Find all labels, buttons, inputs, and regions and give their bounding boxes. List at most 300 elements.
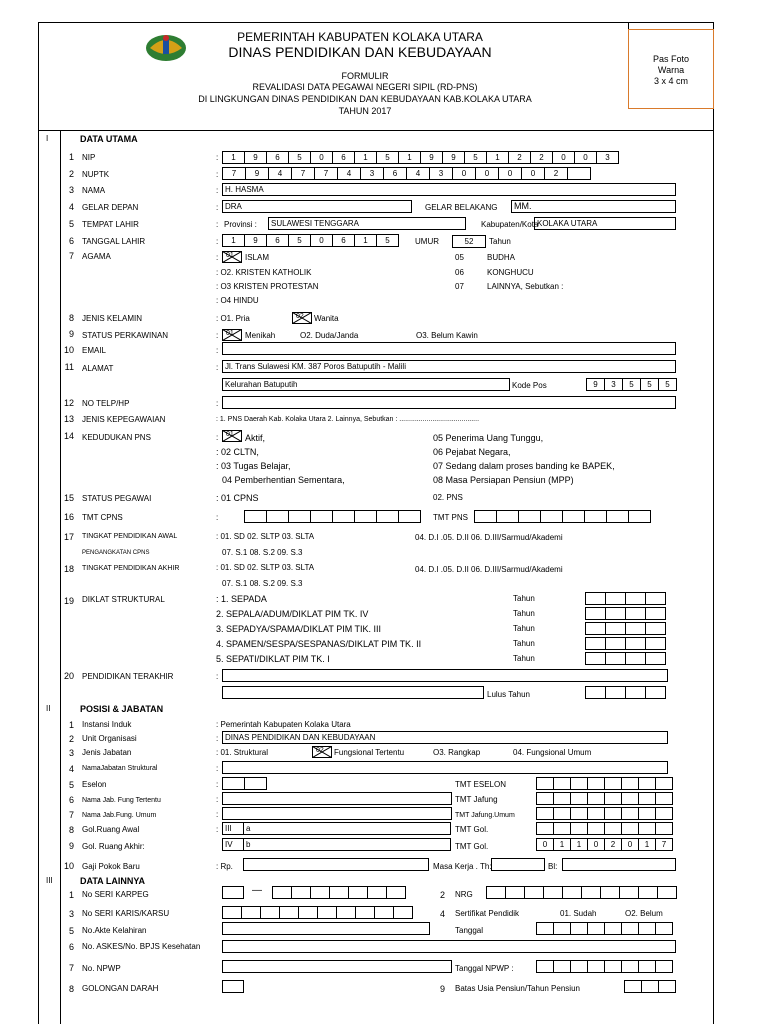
- pendidikan-field[interactable]: [222, 669, 668, 682]
- masa-kerja-th-field[interactable]: [491, 858, 545, 871]
- jab-option[interactable]: 04. Fungsional Umum: [513, 748, 592, 757]
- tmt-jafung-field[interactable]: [536, 792, 673, 805]
- digit-cell[interactable]: [587, 792, 605, 805]
- gol-akhir-label: Gol. Ruang Akhir:: [82, 842, 145, 851]
- jk-wanita-checkbox[interactable]: [292, 312, 312, 324]
- digit-cell[interactable]: 3: [360, 167, 384, 180]
- nama-field[interactable]: H. HASMA: [222, 183, 676, 196]
- digit-cell[interactable]: [486, 886, 506, 899]
- digit-cell[interactable]: 9: [442, 151, 465, 164]
- digit-cell[interactable]: [625, 592, 646, 605]
- edu-options[interactable]: 07. S.1 08. S.2 09. S.3: [222, 579, 303, 588]
- digit-cell[interactable]: [604, 807, 622, 820]
- alamat-field[interactable]: Jl. Trans Sulawesi KM. 387 Poros Batuputih - Malili: [222, 360, 676, 373]
- diklat-year-field[interactable]: [585, 622, 666, 635]
- digit-cell[interactable]: [621, 807, 639, 820]
- diklat-option[interactable]: 4. SPAMEN/SESPA/SESPANAS/DIKLAT PIM TK. II: [216, 639, 422, 649]
- gelar-belakang-label: GELAR BELAKANG: [425, 203, 498, 212]
- digit-cell[interactable]: 6: [266, 234, 289, 247]
- digit-cell[interactable]: [310, 886, 330, 899]
- digit-cell[interactable]: [222, 777, 245, 790]
- nama-jab-umum-field[interactable]: [222, 807, 452, 820]
- digit-cell[interactable]: 0: [498, 167, 522, 180]
- digit-cell[interactable]: [570, 960, 588, 973]
- nama-jab-fung-label: Nama Jab. Fung Tertentu: [82, 797, 161, 804]
- digit-cell[interactable]: 4: [268, 167, 292, 180]
- digit-cell[interactable]: [621, 777, 639, 790]
- nrg-field[interactable]: [486, 886, 677, 899]
- digit-cell[interactable]: 0: [536, 838, 554, 851]
- digit-cell[interactable]: 0: [310, 151, 333, 164]
- row-number: 6: [68, 236, 74, 246]
- kedudukan-option[interactable]: : 02 CLTN,: [216, 447, 259, 457]
- digit-cell[interactable]: [393, 906, 413, 919]
- digit-cell[interactable]: [619, 886, 639, 899]
- digit-cell[interactable]: [329, 886, 349, 899]
- digit-cell[interactable]: 6: [266, 151, 289, 164]
- digit-cell[interactable]: 3: [604, 378, 623, 391]
- digit-cell[interactable]: [298, 906, 318, 919]
- section-title: DATA UTAMA: [80, 134, 138, 144]
- umur-field[interactable]: 52: [452, 235, 486, 248]
- digit-cell[interactable]: [288, 510, 311, 523]
- digit-cell[interactable]: [585, 652, 606, 665]
- digit-cell[interactable]: [621, 960, 639, 973]
- digit-cell[interactable]: 2: [544, 167, 568, 180]
- jenis-kep-options[interactable]: : 1. PNS Daerah Kab. Kolaka Utara 2. Lainnya, Sebutkan : .........................................: [216, 416, 480, 423]
- digit-cell[interactable]: [641, 980, 659, 993]
- row-number: 12: [63, 398, 74, 408]
- digit-cell[interactable]: [604, 792, 622, 805]
- digit-cell[interactable]: [638, 777, 656, 790]
- gol-awal-field[interactable]: III: [222, 822, 244, 835]
- digit-cell[interactable]: [587, 922, 605, 935]
- tpa-sublabel: PENGANGKATAN CPNS: [82, 550, 150, 556]
- digit-cell[interactable]: [645, 607, 666, 620]
- digit-cell[interactable]: 5: [288, 234, 311, 247]
- edu-options[interactable]: : 01. SD 02. SLTP 03. SLTA: [216, 563, 315, 572]
- agama-option[interactable]: : O3 KRISTEN PROTESTAN: [216, 282, 319, 291]
- digit-cell[interactable]: 9: [244, 151, 267, 164]
- digit-cell[interactable]: [605, 652, 626, 665]
- digit-cell[interactable]: [355, 906, 375, 919]
- digit-cell[interactable]: [621, 922, 639, 935]
- diklat-option[interactable]: 2. SEPALA/ADUM/DIKLAT PIM TK. IV: [216, 609, 369, 619]
- gaji-field[interactable]: [243, 858, 429, 871]
- kedudukan-option[interactable]: 06 Pejabat Negara,: [433, 447, 511, 457]
- digit-cell[interactable]: 7: [222, 167, 246, 180]
- tmt-gol-akhir-field[interactable]: [536, 838, 673, 851]
- diklat-year-field[interactable]: [585, 592, 666, 605]
- diklat-option[interactable]: 5. SEPATI/DIKLAT PIM TK. I: [216, 654, 330, 664]
- agama-option[interactable]: LAINNYA, Sebutkan :: [487, 282, 564, 291]
- digit-cell[interactable]: [625, 637, 646, 650]
- jk-option[interactable]: : O1. Pria: [216, 314, 250, 323]
- digit-cell[interactable]: [604, 822, 622, 835]
- jab-fungsional-checkbox[interactable]: [312, 746, 332, 758]
- digit-cell[interactable]: [638, 886, 658, 899]
- digit-cell[interactable]: [655, 807, 673, 820]
- digit-cell[interactable]: 1: [570, 838, 588, 851]
- digit-cell[interactable]: [585, 637, 606, 650]
- digit-cell[interactable]: 0: [310, 234, 333, 247]
- digit-cell[interactable]: [658, 980, 676, 993]
- row-number: 2: [439, 890, 445, 900]
- digit-cell[interactable]: 6: [332, 151, 355, 164]
- telp-label: NO TELP/HP: [82, 399, 130, 408]
- option-code: 01: [226, 431, 234, 438]
- gol-akhir-ruang-field[interactable]: b: [243, 838, 451, 851]
- digit-cell[interactable]: [310, 510, 333, 523]
- kedudukan-option[interactable]: 04 Pemberhentian Sementara,: [222, 475, 345, 485]
- digit-cell[interactable]: [604, 922, 622, 935]
- digit-cell[interactable]: [638, 960, 656, 973]
- digit-cell[interactable]: 0: [452, 167, 476, 180]
- digit-cell[interactable]: [536, 960, 554, 973]
- digit-cell[interactable]: 5: [464, 151, 487, 164]
- digit-cell[interactable]: 0: [521, 167, 545, 180]
- diklat-year-field[interactable]: [585, 652, 666, 665]
- digit-cell[interactable]: 0: [621, 838, 639, 851]
- gol-akhir-field[interactable]: IV: [222, 838, 244, 851]
- digit-cell[interactable]: [625, 607, 646, 620]
- tgl-lahir-label: TANGGAL LAHIR: [82, 237, 146, 246]
- digit-cell[interactable]: 5: [376, 151, 399, 164]
- digit-cell[interactable]: [543, 886, 563, 899]
- jab-option[interactable]: : 01. Struktural: [216, 748, 269, 757]
- digit-cell[interactable]: [562, 886, 582, 899]
- digit-cell[interactable]: [585, 622, 606, 635]
- digit-cell[interactable]: [376, 510, 399, 523]
- sp-menikah-checkbox[interactable]: [222, 329, 242, 341]
- digit-cell[interactable]: [655, 822, 673, 835]
- digit-cell[interactable]: [266, 510, 289, 523]
- agama-option[interactable]: : O2. KRISTEN KATHOLIK: [216, 268, 312, 277]
- digit-cell[interactable]: [222, 906, 242, 919]
- digit-cell[interactable]: [536, 922, 554, 935]
- digit-cell[interactable]: 1: [486, 151, 509, 164]
- telp-field[interactable]: [222, 396, 676, 409]
- colon: :: [216, 170, 219, 179]
- digit-cell[interactable]: [570, 822, 588, 835]
- digit-cell[interactable]: 4: [337, 167, 361, 180]
- digit-cell[interactable]: [655, 777, 673, 790]
- option-text: O4 HINDU: [220, 296, 259, 305]
- pendidikan-field-2[interactable]: [222, 686, 484, 699]
- colon: :: [216, 253, 219, 262]
- tmt-jafung-umum-field[interactable]: [536, 807, 673, 820]
- digit-cell[interactable]: 1: [638, 838, 656, 851]
- digit-cell[interactable]: [621, 822, 639, 835]
- eselon-field[interactable]: [222, 777, 267, 790]
- digit-cell[interactable]: [625, 686, 646, 699]
- divider: [628, 22, 629, 29]
- digit-cell[interactable]: [540, 510, 563, 523]
- gelar-belakang-field[interactable]: MM.: [511, 200, 676, 213]
- sertifikat-option[interactable]: 01. Sudah: [560, 909, 597, 918]
- digit-cell[interactable]: 7: [655, 838, 673, 851]
- tanggal-npwp-field[interactable]: [536, 960, 673, 973]
- provinsi-field[interactable]: SULAWESI TENGGARA: [268, 217, 466, 230]
- digit-cell[interactable]: 3: [429, 167, 453, 180]
- digit-cell[interactable]: [570, 922, 588, 935]
- tanggal-akte-field[interactable]: [536, 922, 673, 935]
- digit-cell[interactable]: [605, 686, 626, 699]
- nama-jab-struk-field[interactable]: [222, 761, 668, 774]
- agama-option[interactable]: : O4 HINDU: [216, 296, 259, 305]
- digit-cell[interactable]: 1: [553, 838, 571, 851]
- digit-cell[interactable]: [567, 167, 591, 180]
- digit-cell[interactable]: 1: [398, 151, 421, 164]
- digit-cell[interactable]: 0: [574, 151, 597, 164]
- digit-cell[interactable]: [587, 822, 605, 835]
- digit-cell[interactable]: [474, 510, 497, 523]
- diklat-option[interactable]: : 1. SEPADA: [216, 594, 267, 604]
- digit-cell[interactable]: [279, 906, 299, 919]
- diklat-option[interactable]: 3. SEPADYA/SPAMA/DIKLAT PIM TIK. III: [216, 624, 382, 634]
- agama-islam-checkbox[interactable]: [222, 251, 242, 263]
- digit-cell[interactable]: [553, 777, 571, 790]
- digit-cell[interactable]: 5: [658, 378, 677, 391]
- digit-cell[interactable]: [624, 980, 642, 993]
- digit-cell[interactable]: 3: [596, 151, 619, 164]
- kedudukan-option[interactable]: 07 Sedang dalam proses banding ke BAPEK,: [433, 461, 615, 471]
- digit-cell[interactable]: [354, 510, 377, 523]
- digit-cell[interactable]: 5: [288, 151, 311, 164]
- digit-cell[interactable]: [638, 792, 656, 805]
- tmt-pns-field[interactable]: [474, 510, 651, 523]
- digit-cell[interactable]: [536, 777, 554, 790]
- edu-options[interactable]: : 01. SD 02. SLTP 03. SLTA: [216, 532, 315, 541]
- karis-label: No SERI KARIS/KARSU: [82, 909, 170, 918]
- batas-field[interactable]: [624, 980, 676, 993]
- digit-cell[interactable]: 5: [622, 378, 641, 391]
- digit-cell[interactable]: [374, 906, 394, 919]
- digit-cell[interactable]: [638, 822, 656, 835]
- sp-option[interactable]: O3. Belum Kawin: [416, 331, 478, 340]
- akte-field[interactable]: [222, 922, 430, 935]
- digit-cell[interactable]: [570, 807, 588, 820]
- npwp-field[interactable]: [222, 960, 452, 973]
- gol-awal-ruang-field[interactable]: a: [243, 822, 451, 835]
- tmt-gol-awal-field[interactable]: [536, 822, 673, 835]
- digit-cell[interactable]: 0: [587, 838, 605, 851]
- digit-cell[interactable]: [386, 886, 406, 899]
- digit-cell[interactable]: [625, 622, 646, 635]
- kodepos-field[interactable]: [586, 378, 677, 391]
- digit-cell[interactable]: [348, 886, 368, 899]
- digit-cell[interactable]: [241, 906, 261, 919]
- askes-field[interactable]: [222, 940, 676, 953]
- digit-cell[interactable]: [628, 510, 651, 523]
- colon: :: [216, 331, 219, 340]
- digit-cell[interactable]: [585, 607, 606, 620]
- diklat-year-field[interactable]: [585, 607, 666, 620]
- gaji-label: Gaji Pokok Baru: [82, 862, 140, 871]
- kabupaten-field[interactable]: KOLAKA UTARA: [534, 217, 676, 230]
- section-title: DATA LAINNYA: [80, 876, 145, 886]
- kedudukan-option[interactable]: 05 Penerima Uang Tunggu,: [433, 433, 544, 443]
- kabupaten-label: Kabupaten/Kota: [481, 220, 539, 229]
- digit-cell[interactable]: 4: [406, 167, 430, 180]
- row-number: 10: [63, 861, 74, 871]
- edu-options[interactable]: 07. S.1 08. S.2 09. S.3: [222, 548, 303, 557]
- digit-cell[interactable]: [553, 807, 571, 820]
- digit-cell[interactable]: [536, 822, 554, 835]
- karpeg-field-1[interactable]: [222, 886, 244, 899]
- digit-cell[interactable]: [604, 960, 622, 973]
- status-option[interactable]: 02. PNS: [433, 493, 463, 502]
- digit-cell[interactable]: 5: [376, 234, 399, 247]
- agama-option[interactable]: KONGHUCU: [487, 268, 534, 277]
- digit-cell[interactable]: 6: [332, 234, 355, 247]
- option-text: O2. KRISTEN KATHOLIK: [220, 268, 312, 277]
- digit-cell[interactable]: [605, 622, 626, 635]
- digit-cell[interactable]: [332, 510, 355, 523]
- digit-cell[interactable]: [655, 792, 673, 805]
- nama-jab-fung-field[interactable]: [222, 792, 452, 805]
- agama-option[interactable]: BUDHA: [487, 253, 516, 262]
- digit-cell[interactable]: [570, 792, 588, 805]
- digit-cell[interactable]: 9: [586, 378, 605, 391]
- digit-cell[interactable]: [562, 510, 585, 523]
- tgl-lahir-field[interactable]: [222, 234, 399, 247]
- digit-cell[interactable]: 7: [314, 167, 338, 180]
- digit-cell[interactable]: [638, 807, 656, 820]
- diklat-year-field[interactable]: [585, 637, 666, 650]
- digit-cell[interactable]: 1: [354, 234, 377, 247]
- tmt-cpns-field[interactable]: [244, 510, 421, 523]
- colon: :: [216, 346, 219, 355]
- digit-cell[interactable]: 5: [640, 378, 659, 391]
- kedudukan-option[interactable]: 08 Masa Persiapan Pensiun (MPP): [433, 475, 574, 485]
- digit-cell[interactable]: [553, 822, 571, 835]
- digit-cell[interactable]: [367, 886, 387, 899]
- digit-cell[interactable]: [657, 886, 677, 899]
- karpeg-field[interactable]: [272, 886, 406, 899]
- digit-cell[interactable]: [244, 777, 267, 790]
- sp-option[interactable]: O2. Duda/Janda: [300, 331, 359, 340]
- divider: [38, 130, 714, 131]
- digit-cell[interactable]: [244, 510, 267, 523]
- digit-cell[interactable]: 9: [420, 151, 443, 164]
- digit-cell[interactable]: 1: [222, 234, 245, 247]
- digit-cell[interactable]: 0: [475, 167, 499, 180]
- tahun-label: Tahun: [489, 237, 511, 246]
- kelurahan-field[interactable]: Kelurahan Batuputih: [222, 378, 510, 391]
- digit-cell[interactable]: [585, 686, 606, 699]
- digit-cell[interactable]: [655, 922, 673, 935]
- digit-cell[interactable]: 1: [222, 151, 245, 164]
- digit-cell[interactable]: 7: [291, 167, 315, 180]
- row-number: 5: [68, 219, 74, 229]
- digit-cell[interactable]: [621, 792, 639, 805]
- gelar-depan-field[interactable]: DRA: [222, 200, 412, 213]
- digit-cell[interactable]: [605, 607, 626, 620]
- digit-cell[interactable]: [553, 922, 571, 935]
- digit-cell[interactable]: 2: [508, 151, 531, 164]
- digit-cell[interactable]: [645, 622, 666, 635]
- colon: :: [216, 203, 219, 212]
- digit-cell[interactable]: 9: [244, 234, 267, 247]
- digit-cell[interactable]: [518, 510, 541, 523]
- email-field[interactable]: [222, 342, 676, 355]
- digit-cell[interactable]: [553, 960, 571, 973]
- digit-cell[interactable]: [553, 792, 571, 805]
- digit-cell[interactable]: [536, 807, 554, 820]
- digit-cell[interactable]: [645, 652, 666, 665]
- digit-cell[interactable]: [317, 906, 337, 919]
- digit-cell[interactable]: [587, 807, 605, 820]
- digit-cell[interactable]: [645, 592, 666, 605]
- masa-kerja-label: Masa Kerja . Th:: [433, 862, 492, 871]
- digit-cell[interactable]: [524, 886, 544, 899]
- edu-options[interactable]: 04. D.I .05. D.II 06. D.III/Sarmud/Akademi: [415, 533, 563, 542]
- digit-cell[interactable]: [398, 510, 421, 523]
- digit-cell[interactable]: [655, 960, 673, 973]
- sertifikat-option[interactable]: O2. Belum: [625, 909, 663, 918]
- option-text: O3 KRISTEN PROTESTAN: [220, 282, 319, 291]
- digit-cell[interactable]: [587, 777, 605, 790]
- digit-cell[interactable]: [581, 886, 601, 899]
- digit-cell[interactable]: [638, 922, 656, 935]
- digit-cell[interactable]: 2: [530, 151, 553, 164]
- nuptk-label: NUPTK: [82, 170, 110, 179]
- digit-cell[interactable]: [606, 510, 629, 523]
- digit-cell[interactable]: [291, 886, 311, 899]
- digit-cell[interactable]: [496, 510, 519, 523]
- tmt-eselon-field[interactable]: [536, 777, 673, 790]
- digit-cell[interactable]: [585, 592, 606, 605]
- digit-cell[interactable]: [570, 777, 588, 790]
- digit-cell[interactable]: [625, 652, 646, 665]
- jab-option[interactable]: O3. Rangkap: [433, 748, 481, 757]
- digit-cell[interactable]: [600, 886, 620, 899]
- digit-cell[interactable]: [505, 886, 525, 899]
- digit-cell[interactable]: [645, 637, 666, 650]
- regency-logo: [144, 30, 188, 64]
- digit-cell[interactable]: 0: [552, 151, 575, 164]
- digit-cell[interactable]: [584, 510, 607, 523]
- nuptk-field[interactable]: [222, 167, 591, 180]
- row-number: 16: [63, 512, 74, 522]
- digit-cell[interactable]: [336, 906, 356, 919]
- kedudukan-option[interactable]: : 03 Tugas Belajar,: [216, 461, 291, 471]
- kedudukan-aktif-checkbox[interactable]: [222, 430, 242, 442]
- digit-cell[interactable]: [605, 637, 626, 650]
- status-option[interactable]: : 01 CPNS: [216, 493, 259, 503]
- digit-cell[interactable]: 9: [245, 167, 269, 180]
- digit-cell[interactable]: 1: [354, 151, 377, 164]
- edu-options[interactable]: 04. D.I .05. D.II 06. D.III/Sarmud/Akademi: [415, 565, 563, 574]
- unit-field[interactable]: DINAS PENDIDIKAN DAN KEBUDAYAAN: [222, 731, 668, 744]
- lulus-field[interactable]: [585, 686, 666, 699]
- digit-cell[interactable]: [605, 592, 626, 605]
- karis-field[interactable]: [222, 906, 413, 919]
- digit-cell[interactable]: [645, 686, 666, 699]
- digit-cell[interactable]: [587, 960, 605, 973]
- digit-cell[interactable]: [604, 777, 622, 790]
- digit-cell[interactable]: [272, 886, 292, 899]
- nip-field[interactable]: [222, 151, 619, 164]
- masa-kerja-bl-field[interactable]: [562, 858, 676, 871]
- goldar-field[interactable]: [222, 980, 244, 993]
- digit-cell[interactable]: [260, 906, 280, 919]
- digit-cell[interactable]: 2: [604, 838, 622, 851]
- colon: :: [216, 810, 219, 819]
- digit-cell[interactable]: 6: [383, 167, 407, 180]
- digit-cell[interactable]: [536, 792, 554, 805]
